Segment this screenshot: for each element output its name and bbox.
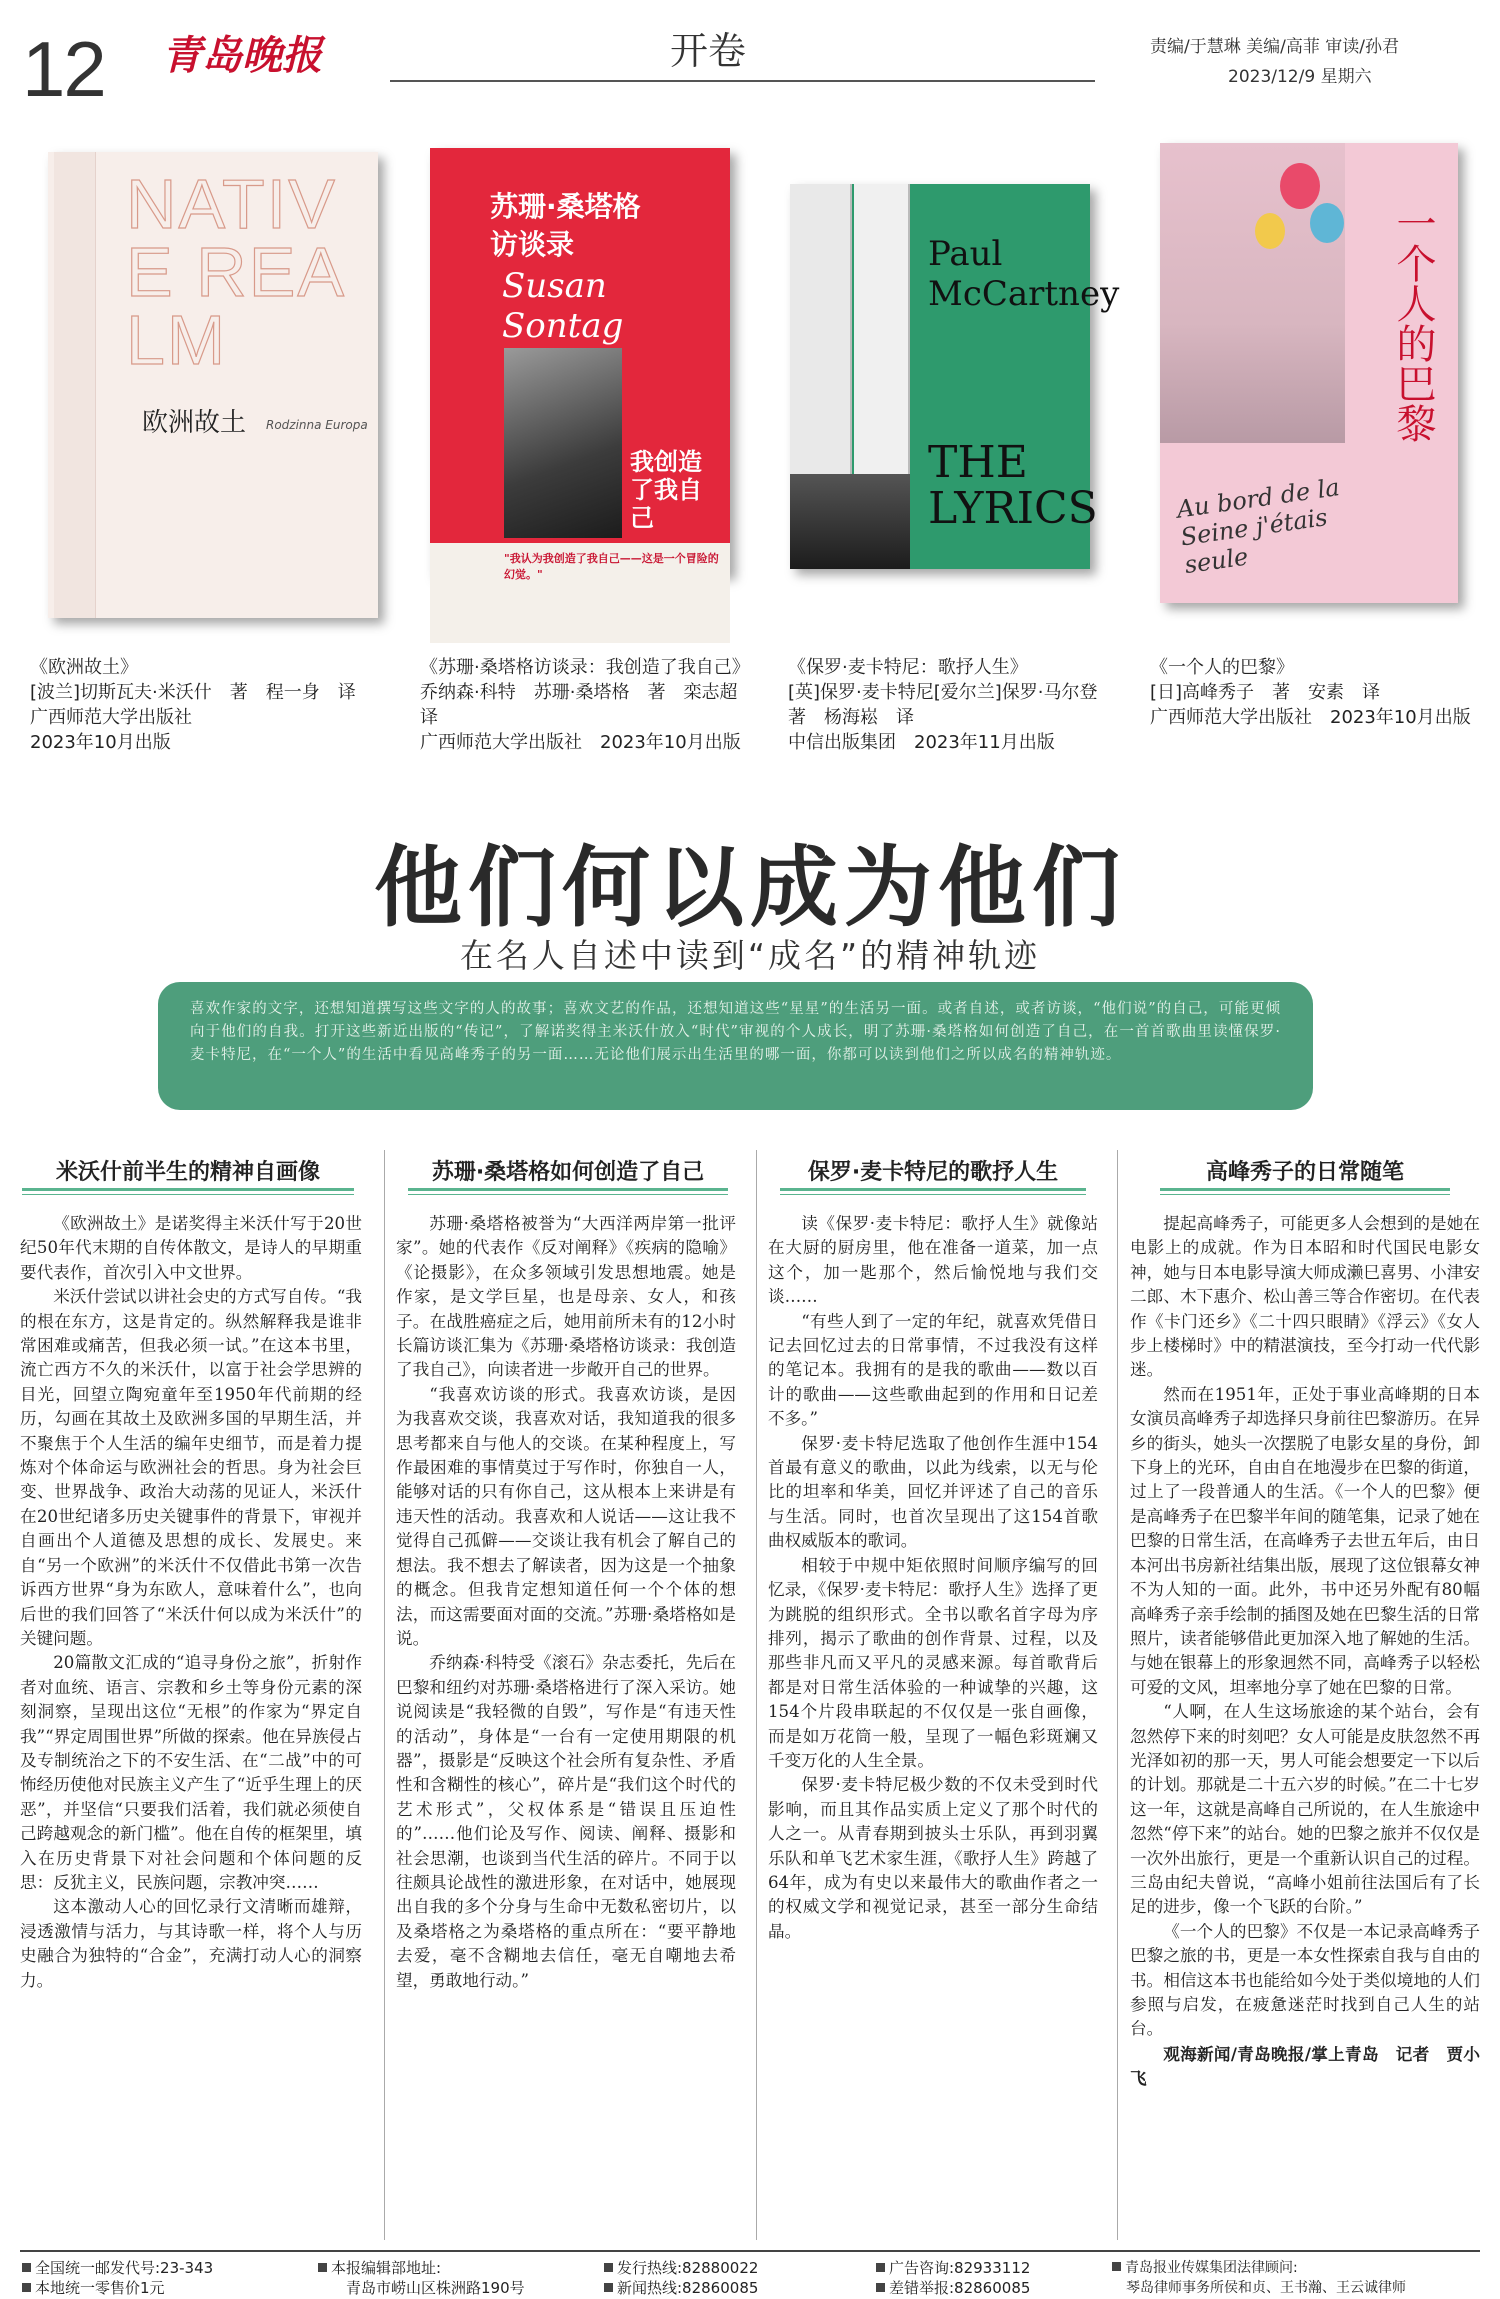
square-bullet-icon bbox=[1112, 2262, 1121, 2271]
sub-headline: 在名人自述中读到“成名”的精神轨迹 bbox=[459, 936, 1041, 975]
balloon-decoration bbox=[1280, 163, 1320, 209]
book-title: 《欧洲故土》 bbox=[30, 657, 138, 678]
column-title-mccartney: 保罗·麦卡特尼的歌抒人生 bbox=[780, 1155, 1086, 1191]
editor-credits: 责编/于慧琳 美编/高菲 审读/孙君 bbox=[1150, 37, 1399, 57]
square-bullet-icon bbox=[22, 2263, 31, 2272]
column-body-mccartney bbox=[768, 1212, 1098, 1944]
cover-script: Au bord de la Seine j'étais seule bbox=[1175, 473, 1342, 580]
column-divider bbox=[1117, 1150, 1118, 2240]
footer-line: 新闻热线:82860085 bbox=[617, 2279, 759, 2297]
paragraph: 20篇散文汇成的“追寻身份之旅”，折射作者对血统、语言、宗教和乡土等身份元素的深刻洞察，呈现出这位“无根”的作家为“界定自我”“界定周围世界”所做的探索。他在异族侵占及专制统治之下的不安生活、在“二战”中的可怖经历使他对民族主义产生了“近乎生理上的厌恶”，并坚信“只要我们活着，我们就必须使自己跨越观念的新门槛”。他在自传的框架里，填入在历史背景下对社会问题和个体问题的反思：反犹主义，民族问题，宗教冲突…… bbox=[20, 1653, 362, 1892]
book-date: 2023年10月出版 bbox=[30, 732, 171, 753]
book-title: 《苏珊·桑塔格访谈录：我创造了我自己》 bbox=[420, 657, 750, 678]
paragraph: “有些人到了一定的年纪，就喜欢凭借日记去回忆过去的日常事情，不过我没有这样的笔记本。我拥有的是我的歌曲——数以百计的歌曲——这些歌曲起到的作用和日记差不多。” bbox=[768, 1311, 1098, 1429]
column-body-sontag bbox=[396, 1212, 736, 1993]
footer-address bbox=[318, 2258, 598, 2298]
paragraph: 苏珊·桑塔格被誉为“大西洋两岸第一批评家”。她的代表作《反对阐释》《疾病的隐喻》《论摄影》，在众多领域引发思想地震。她是作家，是文学巨星，也是母亲、女人，和孩子。在战胜癌症之后，她用前所未有的12小时长篇访谈汇集为《苏珊·桑塔格访谈录：我创造了我自己》，向读者进一步敞开自己的世界。 bbox=[396, 1214, 736, 1380]
square-bullet-icon bbox=[876, 2283, 885, 2292]
paragraph: “人啊，在人生这场旅途的某个站台，会有忽然停下来的时刻吧？女人可能是皮肤忽然不再光泽如初的那一天，男人可能会想要定一下以后的计划。那就是二十五六岁的时候。”在二十七岁这一年，这就是高峰自己所说的，在人生旅途中忽然“停下来”的站台。她的巴黎之旅并不仅仅是一次外出旅行，更是一个重新认识自己的过程。三岛由纪夫曾说，“高峰小姐前往法国后有了长足的进步，像一个飞跃的台阶。” bbox=[1130, 1702, 1480, 1917]
footer-line: 发行热线:82880022 bbox=[617, 2259, 759, 2277]
main-headline: 他们何以成为他们 bbox=[373, 836, 1126, 939]
balloon-decoration bbox=[1255, 213, 1285, 249]
book-cover-native-realm bbox=[48, 152, 378, 618]
cover-subtitle: Rodzinna Europa bbox=[266, 418, 368, 432]
footer-line: 琴岛律师事务所侯和贞、王书瀚、王云诚律师 bbox=[1126, 2280, 1406, 2296]
reporter-byline: 观海新闻/青岛晚报/掌上青岛 记者 贾小飞 bbox=[1130, 2043, 1480, 2089]
paragraph: 提起高峰秀子，可能更多人会想到的是她在电影上的成就。作为日本昭和时代国民电影女神，她与日本电影导演大师成濑巳喜男、小津安二郎、木下惠介、松山善三等合作密切。在代表作《卡门还乡》《二十四只眼睛》《浮云》《女人步上楼梯时》中的精湛演技，至今打动一代代影迷。 bbox=[1130, 1214, 1480, 1380]
book-cover-paris bbox=[1160, 143, 1458, 603]
book-info-4 bbox=[1150, 655, 1480, 730]
column-divider bbox=[756, 1150, 757, 2240]
cover-title: 苏珊·桑塔格访谈录 bbox=[490, 190, 641, 261]
square-bullet-icon bbox=[318, 2263, 327, 2272]
balloon-decoration bbox=[1310, 203, 1344, 243]
book-publisher: 广西师范大学出版社 bbox=[30, 707, 192, 728]
cover-quote: "我认为我创造了我自己——这是一个冒险的幻觉。" bbox=[504, 552, 719, 581]
newspaper-name: 青岛晚报 bbox=[162, 32, 322, 79]
square-bullet-icon bbox=[604, 2283, 613, 2292]
paragraph: 然而在1951年，正处于事业高峰期的日本女演员高峰秀子却选择只身前往巴黎游历。在异乡的街头，她头一次摆脱了电影女星的身份，卸下身上的光环，自由自在地漫步在巴黎的街道，过上了一段普通人的生活。《一个人的巴黎》便是高峰秀子在巴黎半年间的随笔集，记录了她在巴黎的日常生活，在高峰秀子去世五年后，由日本河出书房新社结集出版，展现了这位银幕女神不为人知的一面。此外，书中还另外配有80幅高峰秀子亲手绘制的插图及她在巴黎生活的日常照片，读者能够借此更加深入地了解她的生活。与她在银幕上的形象迥然不同，高峰秀子以轻松可爱的文风，坦率地分享了她在巴黎的日常。 bbox=[1130, 1384, 1480, 1697]
footer-line: 广告咨询:82933112 bbox=[889, 2259, 1031, 2277]
book-authors: [波兰]切斯瓦夫·米沃什 著 程一身 译 bbox=[30, 682, 356, 703]
lead-text: 喜欢作家的文字，还想知道撰写这些文字的人的故事；喜欢文艺的作品，还想知道这些“星星”的生活另一面。或者自述，或者访谈，“他们说”的自己，可能更倾向于他们的自我。打开这些新近出版的“传记”，了解诺奖得主米沃什放入“时代”审视的个人成长，明了苏珊·桑塔格如何创造了自己，在一首首歌曲里读懂保罗·麦卡特尼，在“一个人”的生活中看见高峰秀子的另一面……无论他们展示出生活里的哪一面，你都可以读到他们之所以成名的精神轨迹。 bbox=[190, 1001, 1281, 1063]
footer-line: 青岛报业传媒集团法律顾问: bbox=[1125, 2260, 1298, 2276]
footer-legal-counsel bbox=[1112, 2258, 1492, 2298]
author-portrait bbox=[790, 474, 910, 569]
book-title: 《一个人的巴黎》 bbox=[1150, 657, 1294, 678]
book-publisher: 广西师范大学出版社 2023年10月出版 bbox=[420, 732, 741, 753]
cover-title: 欧洲故土 bbox=[142, 408, 247, 438]
author-portrait bbox=[504, 348, 622, 538]
square-bullet-icon bbox=[604, 2263, 613, 2272]
column-body-milosz bbox=[20, 1212, 362, 1993]
square-bullet-icon bbox=[22, 2283, 31, 2292]
paragraph: 这本激动人心的回忆录行文清晰而雄辩，浸透激情与活力，与其诗歌一样，将个人与历史融合为独特的“合金”，充满打动人心的洞察力。 bbox=[20, 1897, 362, 1990]
footer-line: 本报编辑部地址: bbox=[331, 2259, 442, 2277]
footer-line: 本地统一零售价1元 bbox=[35, 2279, 165, 2297]
footer-ads-contact bbox=[876, 2258, 1106, 2298]
cover-subtitle: THE LYRICS bbox=[928, 437, 1098, 534]
cover-signature: Susan Sontag bbox=[502, 266, 624, 346]
page-number: 12 bbox=[22, 25, 105, 113]
column-title-takamine: 高峰秀子的日常随笔 bbox=[1160, 1155, 1450, 1191]
lead-paragraph-box bbox=[158, 982, 1313, 1110]
footer-divider bbox=[20, 2250, 1480, 2252]
paragraph: 乔纳森·科特受《滚石》杂志委托，先后在巴黎和纽约对苏珊·桑塔格进行了深入采访。她说阅读是“我轻微的自毁”，写作是“有违天性的活动”，身体是“一台有一定使用期限的机器”，摄影是“反映这个社会所有复杂性、矛盾性和含糊性的核心”，碎片是“我们这个时代的艺术形式”，父权体系是“错误且压迫性的”……他们论及写作、阅读、阐释、摄影和社会思潮，也谈到当代生活的碎片。不同于以往颇具论战性的激进形象，在对话中，她展现出自我的多个分身与生命中无数私密切片，以及桑塔格之为桑塔格的重点所在：“要平静地去爱，毫不含糊地去信任，毫无自嘲地去希望，勇敢地行动。” bbox=[396, 1653, 736, 1990]
book-info-3 bbox=[788, 655, 1118, 755]
column-title-sontag: 苏珊·桑塔格如何创造了自己 bbox=[408, 1155, 728, 1191]
footer-line: 差错举报:82860085 bbox=[889, 2279, 1031, 2297]
book-info-1 bbox=[30, 655, 380, 755]
paragraph: 保罗·麦卡特尼极少数的不仅未受到时代影响，而且其作品实质上定义了那个时代的人之一。从青春期到披头士乐队，再到羽翼乐队和单飞艺术家生涯，《歌抒人生》跨越了64年，成为有史以来最伟大的歌曲作者之一的权威文学和视觉记录，甚至一部分生命结晶。 bbox=[768, 1775, 1098, 1941]
paragraph: 相较于中规中矩依照时间顺序编写的回忆录，《保罗·麦卡特尼：歌抒人生》选择了更为跳脱的组织形式。全书以歌名首字母为序排列，揭示了歌曲的创作背景、过程，以及那些非凡而又平凡的灵感来源。每首歌背后都是对日常生活体验的一种诚挚的兴趣，这154个片段串联起的不仅仅是一张自画像，而是如万花筒一般，呈现了一幅色彩斑斓又千变万化的人生全景。 bbox=[768, 1555, 1098, 1770]
book-spine bbox=[54, 152, 96, 618]
paragraph: “我喜欢访谈的形式。我喜欢访谈，是因为我喜欢交谈，我喜欢对话，我知道我的很多思考都来自与他人的交谈。在某种程度上，写作最困难的事情莫过于写作时，你独自一人，能够对话的只有你自己，这从根本上来讲是有违天性的活动。我喜欢和人说话——这让我不觉得自己孤僻——交谈让我有机会了解自己的想法。我不想去了解读者，因为这是一个抽象的概念。但我肯定想知道任何一个个体的想法，而这需要面对面的交流。”苏珊·桑塔格如是说。 bbox=[396, 1384, 736, 1648]
footer-line: 青岛市崂山区株洲路190号 bbox=[346, 2279, 525, 2297]
footer-line: 全国统一邮发代号:23-343 bbox=[35, 2259, 214, 2277]
square-bullet-icon bbox=[876, 2263, 885, 2272]
issue-date: 2023/12/9 星期六 bbox=[1228, 67, 1372, 87]
column-title-milosz: 米沃什前半生的精神自画像 bbox=[22, 1155, 354, 1191]
book-title: 《保罗·麦卡特尼：歌抒人生》 bbox=[788, 657, 1028, 678]
book-authors: [英]保罗·麦卡特尼[爱尔兰]保罗·马尔登 著 杨海崧 译 bbox=[788, 682, 1116, 728]
book-publisher: 中信出版集团 2023年11月出版 bbox=[788, 732, 1055, 753]
cover-title: 一个人的巴黎 bbox=[1390, 203, 1436, 443]
book-publisher: 广西师范大学出版社 2023年10月出版 bbox=[1150, 707, 1471, 728]
paragraph: 保罗·麦卡特尼选取了他创作生涯中154首最有意义的歌曲，以此为线索，以无与伦比的坦率和华美，回忆并评述了自己的音乐与生活。同时，也首次呈现出了这154首歌曲权威版本的歌词。 bbox=[768, 1433, 1098, 1551]
section-title: 开卷 bbox=[670, 29, 747, 73]
book-cover-sontag bbox=[430, 148, 730, 581]
book-cover-mccartney bbox=[790, 184, 1120, 569]
footer-hotlines bbox=[604, 2258, 864, 2298]
paragraph: 米沃什尝试以讲社会史的方式写自传。“我的根在东方，这是肯定的。纵然解释我是谁非常困难或痛苦，但我必须一试。”在这本书里，流亡西方不久的米沃什，以富于社会学思辨的目光，回望立陶宛童年至1950年代前期的经历，勾画在其故土及欧洲多国的早期生活，并不聚焦于个人生活的编年史细节，而是着力提炼对个体命运与欧洲社会的哲思。身为社会巨变、世界战争、政治大动荡的见证人，米沃什在20世纪诸多历史关键事件的背景下，审视并自画出个人道德及思想的成长、发展史。来自“另一个欧洲”的米沃什不仅借此书第一次告诉西方世界“身为东欧人，意味着什么”，也向后世的我们回答了“米沃什何以成为米沃什”的关键问题。 bbox=[20, 1287, 362, 1648]
paragraph: 读《保罗·麦卡特尼：歌抒人生》就像站在大厨的厨房里，他在准备一道菜，加一点这个，加一匙那个，然后愉悦地与我们交谈…… bbox=[768, 1214, 1098, 1307]
cover-art-text: NATIVE REALM bbox=[126, 165, 347, 379]
header-divider bbox=[390, 80, 1095, 82]
book-authors: 乔纳森·科特 苏珊·桑塔格 著 栾志超 译 bbox=[420, 682, 756, 728]
footer-postal-info bbox=[22, 2258, 312, 2298]
paragraph: 《欧洲故土》是诺奖得主米沃什写于20世纪50年代末期的自传体散文，是诗人的早期重要代表作，首次引入中文世界。 bbox=[20, 1214, 362, 1282]
column-divider bbox=[384, 1150, 385, 2240]
cover-slogan: 我创造了我自己 bbox=[630, 448, 702, 532]
cover-title: Paul McCartney bbox=[928, 234, 1120, 314]
book-info-2 bbox=[420, 655, 770, 755]
column-body-takamine bbox=[1130, 1212, 1480, 2091]
paragraph: 《一个人的巴黎》不仅是一本记录高峰秀子巴黎之旅的书，更是一本女性探索自我与自由的书。相信这本书也能给如今处于类似境地的人们参照与启发，在疲惫迷茫时找到自己人生的站台。 bbox=[1130, 1921, 1480, 2039]
book-authors: [日]高峰秀子 著 安素 译 bbox=[1150, 682, 1381, 703]
